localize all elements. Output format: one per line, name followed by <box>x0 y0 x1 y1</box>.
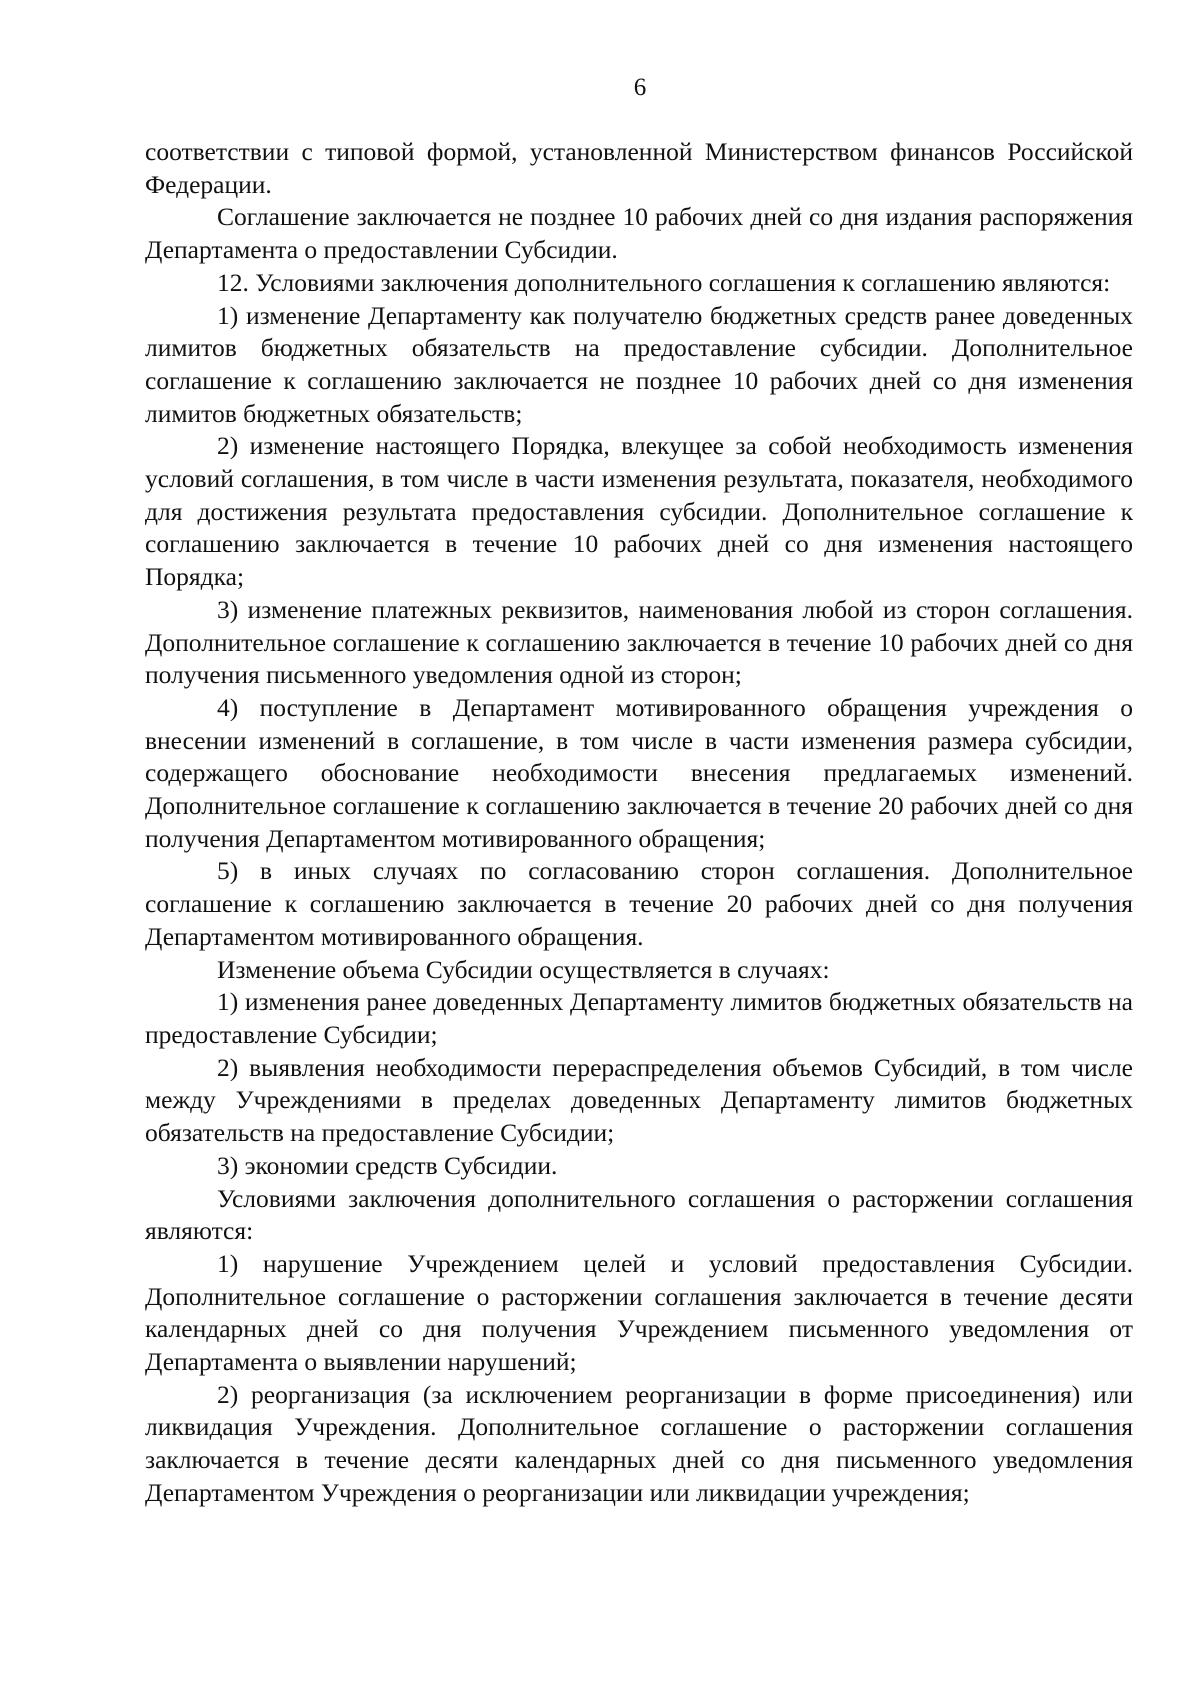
paragraph-13: Условиями заключения дополнительного соглашения о расторжении соглашения являются: <box>145 1183 1133 1246</box>
paragraph-15: 2) реорганизация (за исключением реорганизации в форме присоединения) или ликвидация Учреждения. Дополнительное соглашение о расторжении соглашения заключается в течение десяти календарных дней со дня письменного уведомления Департаментом Учреждения о реорганизации или ликвидации учреждения; <box>145 1379 1133 1507</box>
paragraph-10: 1) изменения ранее доведенных Департаменту лимитов бюджетных обязательств на предоставление Субсидии; <box>145 987 1133 1049</box>
paragraph-3: 12. Условиями заключения дополнительного соглашения к соглашению являются: <box>217 267 1111 297</box>
paragraph-6: 3) изменение платежных реквизитов, наименования любой из сторон соглашения. Дополнительное соглашение к соглашению заключается в течение 10 рабочих дней со дня получения письменного уведомления одной из сторон; <box>145 594 1133 690</box>
page-number: 6 <box>633 74 647 101</box>
paragraph-9: Изменение объема Субсидии осуществляется в случаях: <box>217 954 830 984</box>
paragraph-14: 1) нарушение Учреждением целей и условий предоставления Субсидии. Дополнительное соглашение о расторжении соглашения заключается в течение десяти календарных дней со дня получения Учреждением письменного уведомления от Департамента о выявлении нарушений; <box>145 1248 1133 1377</box>
paragraph-5: 2) изменение настоящего Порядка, влекущее за собой необходимость изменения условий соглашения, в том числе в части изменения результата, показателя, необходимого для достижения результата предоставления субсидии. Дополнительное соглашение к соглашению заключается в течение 10 рабочих дней со дня изменения настоящего Порядка; <box>145 431 1133 592</box>
paragraph-11: 2) выявления необходимости перераспределения объемов Субсидий, в том числе между Учреждениями в пределах доведенных Департаменту лимитов бюджетных обязательств на предоставление Субсидии; <box>145 1052 1133 1148</box>
paragraph-12: 3) экономии средств Субсидии. <box>217 1150 558 1180</box>
paragraph-4: 1) изменение Департаменту как получателю бюджетных средств ранее доведенных лимитов бюджетных обязательств на предоставление субсидии. Дополнительное соглашение к соглашению заключается не позднее 10 рабочих дней со дня изменения лимитов бюджетных обязательств; <box>145 300 1133 428</box>
document-body <box>145 136 1133 1510</box>
paragraph-1: соответствии с типовой формой, установленной Министерством финансов Российской Федерации. <box>145 137 1133 199</box>
paragraph-2: Соглашение заключается не позднее 10 рабочих дней со дня издания распоряжения Департамента о предоставлении Субсидии. <box>145 202 1133 265</box>
paragraph-7: 4) поступление в Департамент мотивированного обращения учреждения о внесении изменений в соглашение, в том числе в части изменения размера субсидии, содержащего обоснование необходимости внесения предлагаемых изменений. Дополнительное соглашение к соглашению заключается в течение 20 рабочих дней со дня получения Департаментом мотивированного обращения; <box>145 692 1133 853</box>
paragraph-8: 5) в иных случаях по согласованию сторон соглашения. Дополнительное соглашение к соглашению заключается в течение 20 рабочих дней со дня получения Департаментом мотивированного обращения. <box>145 856 1133 951</box>
